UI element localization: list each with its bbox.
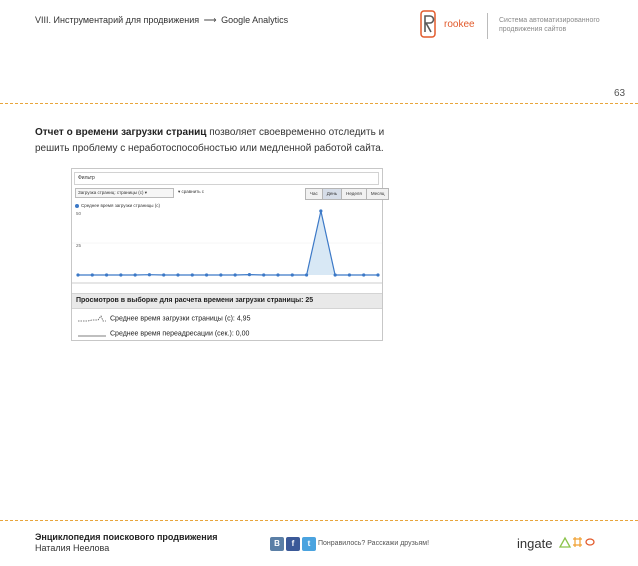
analytics-screenshot (71, 168, 383, 341)
rookee-logo-text: rookee (444, 19, 475, 30)
data-point (148, 273, 151, 276)
data-point (91, 273, 94, 276)
data-point (205, 273, 208, 276)
metric-redirect-label: Среднее время переадресации (сек.): (110, 330, 234, 338)
y-tick-mid: 25 (76, 243, 82, 248)
metric-load-label: Среднее время загрузки страницы (с): (110, 315, 235, 323)
top-divider (0, 103, 638, 104)
filter-bar (74, 172, 379, 185)
data-point (362, 273, 365, 276)
data-point (276, 273, 279, 276)
bottom-divider (0, 520, 638, 521)
data-point (191, 273, 194, 276)
legend-label: Среднее время загрузки страницы (с) (81, 203, 161, 208)
metric-select: Загрузка страниц: страницы (с) ▾ (75, 188, 174, 198)
data-point (176, 273, 179, 276)
data-point (291, 273, 294, 276)
arrow-right-icon: ⟶ (203, 15, 217, 25)
header-section-path (35, 15, 288, 26)
page-number: 63 (614, 88, 626, 99)
twitter-share-icon[interactable]: t (302, 537, 316, 551)
metric-load-time (78, 315, 250, 322)
sparkline-flat-icon (78, 330, 106, 337)
sparkline-icon (78, 315, 106, 322)
period-button-hour: Час (305, 188, 323, 200)
metric-redirect-time (78, 330, 249, 337)
body-paragraph (35, 125, 415, 157)
series-layer (72, 209, 382, 283)
compare-label: ▾ сравнить с (178, 189, 205, 194)
footer-book-title: Энциклопедия поискового продвижения (35, 532, 218, 542)
load-time-chart (72, 207, 382, 287)
metric-load-value: 4,95 (236, 315, 251, 323)
ingate-logo-text: ingate (517, 536, 553, 551)
topic-title: Google Analytics (221, 15, 289, 25)
period-button-day: День (322, 188, 342, 200)
data-point (119, 273, 122, 276)
sample-band (72, 293, 382, 309)
lead-bold: Отчет о времени загрузки страниц (35, 127, 207, 138)
facebook-share-icon[interactable]: f (286, 537, 300, 551)
logo-divider (487, 13, 488, 39)
data-point (105, 273, 108, 276)
data-point (319, 209, 322, 212)
data-point (162, 273, 165, 276)
metric-redirect-value: 0,00 (235, 330, 250, 338)
period-buttons (306, 188, 389, 200)
footer-author: Наталия Неелова (35, 543, 110, 553)
filter-label: Фильтр (78, 175, 95, 181)
sample-text: Просмотров в выборке для расчета времени загрузки страницы: 25 (76, 297, 314, 304)
data-point (248, 273, 251, 276)
period-button-week: Неделя (341, 188, 367, 200)
lead-rest: позволяет своевременно отследить и решить проблему с неработоспособностью или медленной работой сайта. (35, 127, 385, 154)
section-title: VIII. Инструментарий для продвижения (35, 15, 200, 25)
data-point (376, 273, 379, 276)
data-point (76, 273, 79, 276)
share-text: Понравилось? Расскажи друзьям! (318, 540, 430, 547)
data-point (334, 273, 337, 276)
data-point (305, 273, 308, 276)
rookee-logo-icon (420, 10, 436, 38)
period-button-month: Месяц (366, 188, 390, 200)
data-point (134, 273, 137, 276)
data-point (219, 273, 222, 276)
y-tick-top: 50 (76, 211, 82, 216)
data-point (348, 273, 351, 276)
data-point (262, 273, 265, 276)
data-point (234, 273, 237, 276)
vk-share-icon[interactable]: В (270, 537, 284, 551)
ingate-logo-icon (559, 536, 595, 548)
logo-tagline: Система автоматизированного продвижения сайтов (499, 17, 600, 33)
